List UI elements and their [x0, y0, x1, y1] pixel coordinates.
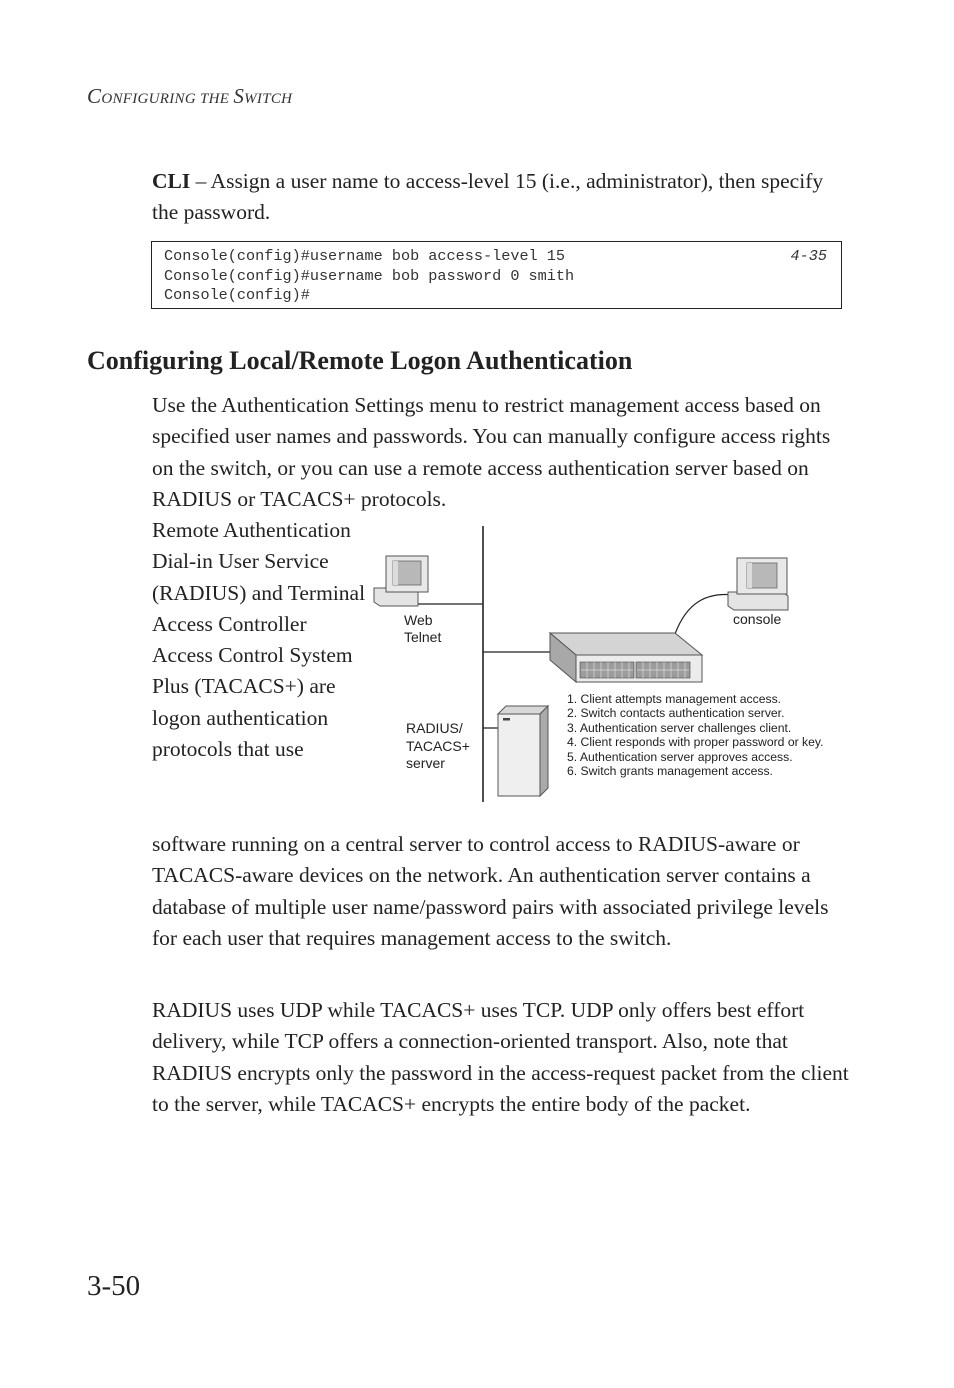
server-label-radius: RADIUS/	[406, 720, 463, 736]
step-item: 5. Authentication server approves access.	[567, 749, 793, 764]
server-label-server: server	[406, 755, 445, 771]
telnet-label: Telnet	[404, 629, 442, 645]
code-block	[151, 241, 842, 309]
step-item: 6. Switch grants management access.	[567, 764, 773, 779]
step-item: 2. Switch contacts authentication server.	[567, 706, 785, 721]
step-item: 4. Client responds with proper password or key.	[567, 735, 824, 750]
switch-icon	[550, 633, 702, 682]
step-item: 1. Client attempts management access.	[567, 692, 782, 706]
authentication-steps-list	[567, 692, 824, 778]
server-tower-icon	[498, 706, 548, 796]
intro-paragraph: Use the Authentication Settings menu to restrict management access based on specified user names and passwords. You can manually configure access rights on the switch, or you can use a remote access authentication server based on RADIUS or TACACS+ protocols.	[152, 393, 831, 512]
protocol-comparison-paragraph: RADIUS uses UDP while TACACS+ uses TCP. UDP only offers best effort delivery, while TCP offers a connection-oriented transport. Also, note that RADIUS encrypts only the password in the access-request packet from the client to the server, while TACACS+ encrypts the entire body of the packet.	[152, 998, 849, 1117]
console-label: console	[733, 611, 782, 627]
authentication-diagram	[362, 522, 852, 807]
step-item: 3. Authentication server challenges client.	[567, 720, 792, 735]
code-line-1: Console(config)#username bob access-level 15 4-35	[164, 247, 827, 265]
web-label: Web	[404, 612, 433, 628]
cli-intro	[152, 166, 852, 229]
console-cable	[675, 594, 734, 634]
server-label-tacacs: TACACS+	[406, 738, 470, 754]
code-line-2: Console(config)#username bob password 0 smith	[164, 266, 575, 285]
section-title: Configuring Local/Remote Logon Authentication	[87, 346, 633, 375]
continuation-paragraph: software running on a central server to control access to RADIUS-aware or TACACS-aware devices on the network. An authentication server contains a database of multiple user name/password pairs with associated privilege levels for each user that requires management access to the switch.	[152, 832, 829, 951]
code-reference: 4-35	[790, 247, 827, 265]
page-number: 3-50	[87, 1270, 141, 1302]
narrow-paragraph: Remote Authentication Dial-in User Service (RADIUS) and Terminal Access Controller Access Control System Plus (TACACS+) are logon authentication protocols that use	[152, 518, 366, 762]
web-client-computer-icon	[374, 556, 428, 606]
cli-label: CLI	[152, 169, 191, 193]
console-computer-icon	[728, 558, 788, 610]
running-head: CONFIGURING THE SWITCH	[87, 84, 293, 108]
code-line-3: Console(config)#	[164, 286, 310, 304]
cli-intro-text: – Assign a user name to access-level 15 (i.e., administrator), then specify the password.	[152, 169, 824, 225]
